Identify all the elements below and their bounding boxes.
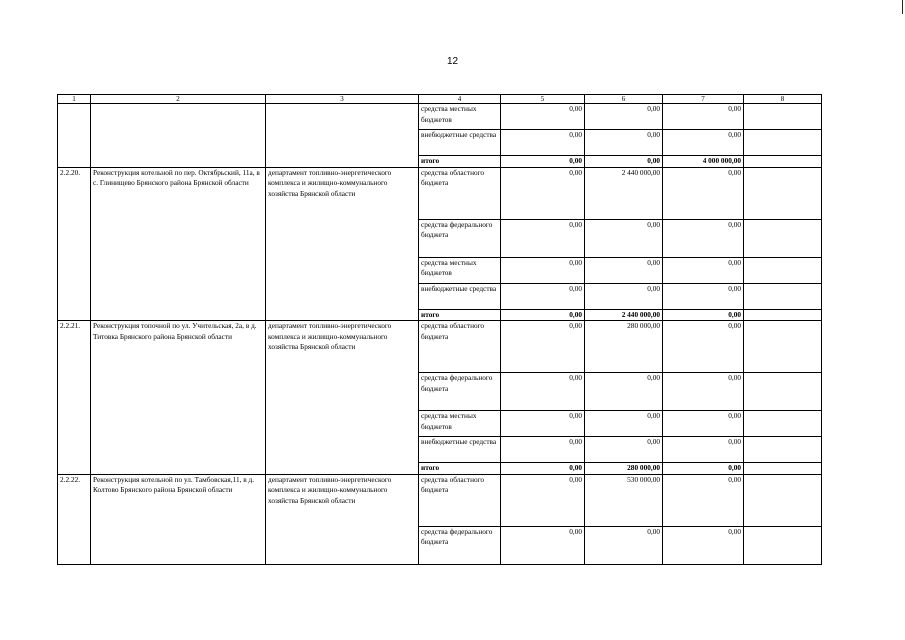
amount-c5: 0,00 xyxy=(501,104,585,130)
funding-source: средства федерального бюджета xyxy=(419,219,501,257)
header-col-7: 7 xyxy=(663,95,744,104)
funding-source: средства областного бюджета xyxy=(419,167,501,219)
amount-c7: 0,00 xyxy=(663,411,744,437)
funding-source: средства федерального бюджета xyxy=(419,373,501,411)
project-row xyxy=(58,474,822,526)
amount-c5: 0,00 xyxy=(501,257,585,283)
executor: департамент топливно-энергетического комплекса и жилищно-коммунального хозяйства Брянской области xyxy=(266,321,419,475)
amount-c6: 0,00 xyxy=(585,411,663,437)
table-body xyxy=(58,104,822,565)
header-col-2: 2 xyxy=(91,95,266,104)
amount-c5: 0,00 xyxy=(501,474,585,526)
funding-source: средства местных бюджетов xyxy=(419,257,501,283)
funding-source: средства областного бюджета xyxy=(419,474,501,526)
header-col-6: 6 xyxy=(585,95,663,104)
column-8-cell xyxy=(744,437,822,463)
amount-c7: 0,00 xyxy=(663,373,744,411)
header-col-1: 1 xyxy=(58,95,91,104)
table-row xyxy=(58,104,822,130)
amount-c5: 0,00 xyxy=(501,309,585,321)
column-8-cell xyxy=(744,257,822,283)
amount-c7: 4 000 000,00 xyxy=(663,156,744,168)
funding-source: внебюджетные средства xyxy=(419,283,501,309)
header-col-3: 3 xyxy=(266,95,419,104)
amount-c5: 0,00 xyxy=(501,156,585,168)
budget-table xyxy=(57,94,822,565)
column-8-cell xyxy=(744,130,822,156)
funding-source: итого xyxy=(419,463,501,475)
column-8-cell xyxy=(744,474,822,526)
amount-c6: 0,00 xyxy=(585,437,663,463)
page-number: 12 xyxy=(446,56,459,67)
column-8-cell xyxy=(744,167,822,219)
amount-c5: 0,00 xyxy=(501,321,585,373)
header-col-8: 8 xyxy=(744,95,822,104)
amount-c5: 0,00 xyxy=(501,526,585,564)
row-code: 2.2.22. xyxy=(58,474,91,564)
amount-c6: 0,00 xyxy=(585,130,663,156)
column-8-cell xyxy=(744,463,822,475)
funding-source: средства местных бюджетов xyxy=(419,104,501,130)
row-code: 2.2.21. xyxy=(58,321,91,475)
amount-c5: 0,00 xyxy=(501,130,585,156)
column-8-cell xyxy=(744,283,822,309)
column-8-cell xyxy=(744,309,822,321)
amount-c7: 0,00 xyxy=(663,104,744,130)
margin-mark xyxy=(902,0,903,14)
amount-c7: 0,00 xyxy=(663,526,744,564)
project-name xyxy=(91,104,266,168)
row-code xyxy=(58,104,91,168)
project-row xyxy=(58,167,822,219)
column-8-cell xyxy=(744,526,822,564)
amount-c6: 0,00 xyxy=(585,219,663,257)
header-row xyxy=(58,95,822,104)
project-name: Реконструкция топочной по ул. Учительская, 2а, в д. Титовка Брянского района Брянской области xyxy=(91,321,266,475)
amount-c7: 0,00 xyxy=(663,463,744,475)
project-name: Реконструкция котельной по ул. Тамбовская,11, в д. Колтово Брянского района Брянской области xyxy=(91,474,266,564)
amount-c5: 0,00 xyxy=(501,283,585,309)
column-8-cell xyxy=(744,156,822,168)
funding-source: средства федерального бюджета xyxy=(419,526,501,564)
funding-source: средства местных бюджетов xyxy=(419,411,501,437)
column-8-cell xyxy=(744,321,822,373)
amount-c6: 0,00 xyxy=(585,526,663,564)
amount-c6: 0,00 xyxy=(585,373,663,411)
amount-c7: 0,00 xyxy=(663,309,744,321)
amount-c7: 0,00 xyxy=(663,283,744,309)
amount-c6: 280 000,00 xyxy=(585,463,663,475)
amount-c7: 0,00 xyxy=(663,321,744,373)
header-col-5: 5 xyxy=(501,95,585,104)
amount-c5: 0,00 xyxy=(501,373,585,411)
header-col-4: 4 xyxy=(419,95,501,104)
amount-c5: 0,00 xyxy=(501,167,585,219)
amount-c6: 0,00 xyxy=(585,257,663,283)
amount-c7: 0,00 xyxy=(663,437,744,463)
column-8-cell xyxy=(744,104,822,130)
amount-c6: 0,00 xyxy=(585,283,663,309)
funding-source: итого xyxy=(419,309,501,321)
amount-c5: 0,00 xyxy=(501,219,585,257)
executor: департамент топливно-энергетического комплекса и жилищно-коммунального хозяйства Брянской области xyxy=(266,474,419,564)
amount-c5: 0,00 xyxy=(501,411,585,437)
amount-c7: 0,00 xyxy=(663,474,744,526)
funding-source: средства областного бюджета xyxy=(419,321,501,373)
amount-c6: 530 000,00 xyxy=(585,474,663,526)
amount-c7: 0,00 xyxy=(663,219,744,257)
row-code: 2.2.20. xyxy=(58,167,91,321)
amount-c7: 0,00 xyxy=(663,257,744,283)
funding-source: внебюджетные средства xyxy=(419,437,501,463)
column-8-cell xyxy=(744,219,822,257)
column-8-cell xyxy=(744,411,822,437)
amount-c7: 0,00 xyxy=(663,167,744,219)
column-8-cell xyxy=(744,373,822,411)
amount-c6: 0,00 xyxy=(585,156,663,168)
executor: департамент топливно-энергетического комплекса и жилищно-коммунального хозяйства Брянской области xyxy=(266,167,419,321)
amount-c5: 0,00 xyxy=(501,463,585,475)
executor xyxy=(266,104,419,168)
project-name: Реконструкция котельной по пер. Октябрьский, 11а, в с. Глинищево Брянского района Брянской области xyxy=(91,167,266,321)
funding-source: внебюджетные средства xyxy=(419,130,501,156)
amount-c6: 0,00 xyxy=(585,104,663,130)
amount-c6: 2 440 000,00 xyxy=(585,309,663,321)
amount-c6: 280 000,00 xyxy=(585,321,663,373)
funding-source: итого xyxy=(419,156,501,168)
project-row xyxy=(58,321,822,373)
amount-c5: 0,00 xyxy=(501,437,585,463)
amount-c7: 0,00 xyxy=(663,130,744,156)
amount-c6: 2 440 000,00 xyxy=(585,167,663,219)
